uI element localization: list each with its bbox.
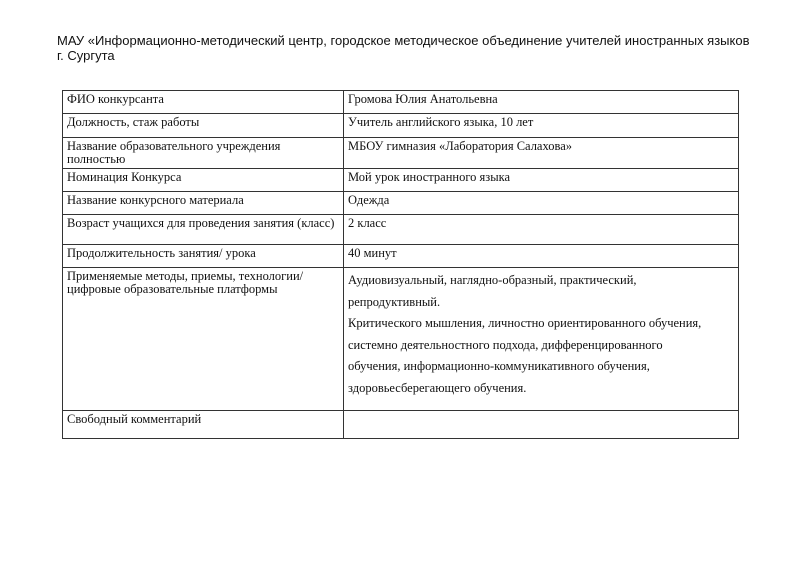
table-row	[63, 114, 739, 138]
row-value: Громова Юлия Анатольевна	[344, 91, 739, 114]
row-value	[344, 411, 739, 439]
value-line: здоровьесберегающего обучения.	[348, 380, 527, 395]
row-label: Должность, стаж работы	[63, 114, 344, 138]
row-label: Номинация Конкурса	[63, 169, 344, 192]
row-label: Возраст учащихся для проведения занятия (класс)	[63, 215, 344, 245]
value-line: Аудиовизуальный, наглядно-образный, практический,	[348, 273, 637, 287]
value-line: репродуктивный.	[348, 294, 441, 309]
table-row	[63, 215, 739, 245]
header-line-2: г. Сургута	[57, 48, 115, 63]
row-label: Применяемые методы, приемы, технологии/ цифровые образовательные платформы	[63, 268, 344, 411]
row-label: ФИО конкурсанта	[63, 91, 344, 114]
row-value: Учитель английского языка, 10 лет	[344, 114, 739, 138]
value-line: системно деятельностного подхода, дифференцированного	[348, 337, 663, 352]
row-label: Свободный комментарий	[63, 411, 344, 439]
row-label: Название образовательного учреждения полностью	[63, 138, 344, 169]
value-line: обучения, информационно-коммуникативного обучения,	[348, 359, 650, 373]
document-header	[57, 33, 757, 63]
row-label: Название конкурсного материала	[63, 192, 344, 215]
value-line: Критического мышления, личностно ориентированного обучения,	[348, 316, 702, 330]
table-row	[63, 411, 739, 439]
row-value	[344, 268, 739, 411]
row-value: МБОУ гимназия «Лаборатория Салахова»	[344, 138, 739, 169]
table-row	[63, 192, 739, 215]
table-row	[63, 138, 739, 169]
table-row	[63, 91, 739, 114]
row-value: 2 класс	[344, 215, 739, 245]
row-value: 40 минут	[344, 245, 739, 268]
row-value: Мой урок иностранного языка	[344, 169, 739, 192]
row-value: Одежда	[344, 192, 739, 215]
contestant-info-table	[62, 90, 739, 439]
row-label: Продолжительность занятия/ урока	[63, 245, 344, 268]
header-line-1: МАУ «Информационно-методический центр, городское методическое объединение учителей иностранных языков	[57, 33, 750, 48]
table-row	[63, 245, 739, 268]
table-row	[63, 169, 739, 192]
table-row	[63, 268, 739, 411]
